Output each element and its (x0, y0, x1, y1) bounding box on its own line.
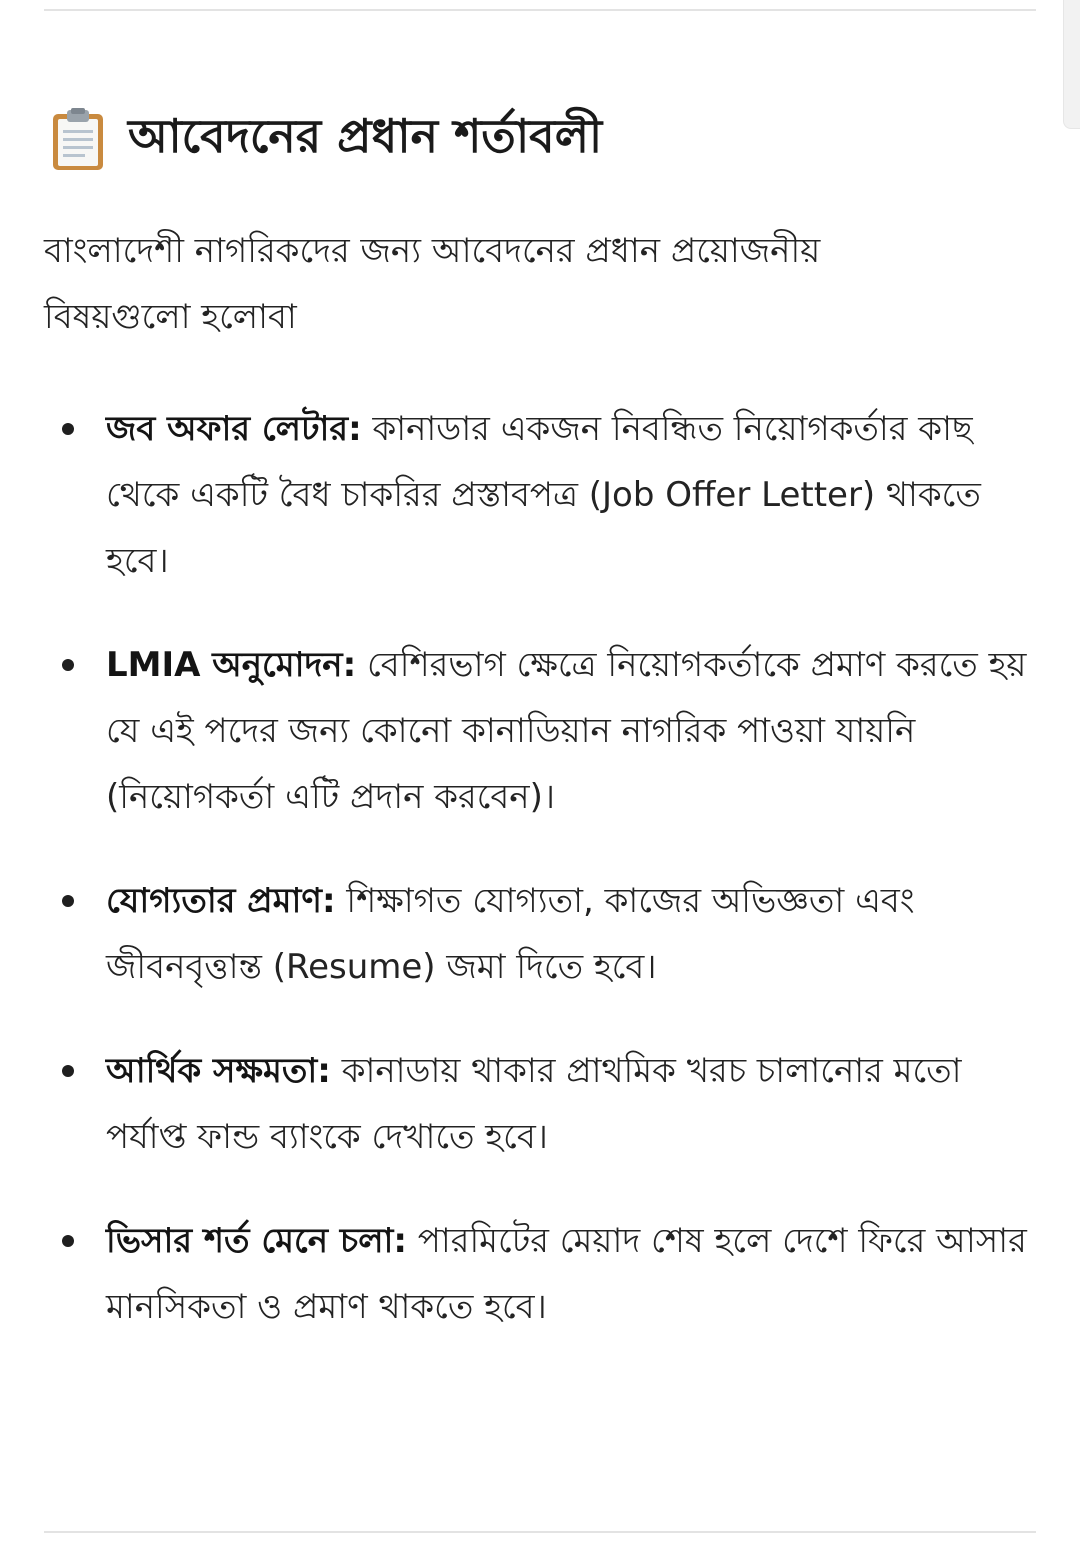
bottom-divider (44, 1531, 1036, 1533)
requirement-text: শিক্ষাগত যোগ্যতা, কাজের অভিজ্ঞতা এবং জীবনবৃত্তান্ত (Resume) জমা দিতে হবে। (106, 881, 915, 987)
top-divider (44, 9, 1036, 11)
clipboard-icon (50, 108, 106, 172)
bullet-icon (62, 423, 74, 435)
bullet-icon (62, 1065, 74, 1077)
requirement-label: যোগ্যতার প্রমাণ: (106, 881, 336, 921)
intro-paragraph: বাংলাদেশী নাগরিকদের জন্য আবেদনের প্রধান প্রয়োজনীয় বিষয়গুলো হলোবা (44, 231, 821, 337)
requirements-list (44, 396, 1034, 1340)
list-item (44, 396, 1034, 594)
list-item (44, 868, 1034, 1000)
requirement-text: বেশিরভাগ ক্ষেত্রে নিয়োগকর্তাকে প্রমাণ করতে হয় যে এই পদের জন্য কোনো কানাডিয়ান নাগরিক পাওয়া যায়নি (নিয়োগকর্তা এটি প্রদান করবেন)। (106, 645, 1027, 817)
requirement-label: LMIA অনুমোদন: (106, 645, 357, 685)
article-section (44, 100, 1034, 1378)
requirement-text: কানাডায় থাকার প্রাথমিক খরচ চালানোর মতো পর্যাপ্ত ফান্ড ব্যাংকে দেখাতে হবে। (106, 1051, 962, 1157)
section-heading (44, 100, 1034, 180)
bullet-icon (62, 1235, 74, 1247)
list-item (44, 1038, 1034, 1170)
section-title: আবেদনের প্রধান শর্তাবলী (128, 109, 603, 163)
requirement-text: কানাডার একজন নিবন্ধিত নিয়োগকর্তার কাছ থেকে একটি বৈধ চাকরির প্রস্তাবপত্র (Job Offer Letter) থাকতে হবে। (106, 409, 981, 581)
list-item (44, 1208, 1034, 1340)
requirement-label: ভিসার শর্ত মেনে চলা: (106, 1221, 407, 1261)
requirement-label: আর্থিক সক্ষমতা: (106, 1051, 331, 1091)
bullet-icon (62, 895, 74, 907)
requirement-text: পারমিটের মেয়াদ শেষ হলে দেশে ফিরে আসার মানসিকতা ও প্রমাণ থাকতে হবে। (106, 1221, 1027, 1327)
list-item (44, 632, 1034, 830)
scroll-indicator[interactable] (1063, 0, 1080, 129)
bullet-icon (62, 659, 74, 671)
requirement-label: জব অফার লেটার: (106, 409, 362, 449)
